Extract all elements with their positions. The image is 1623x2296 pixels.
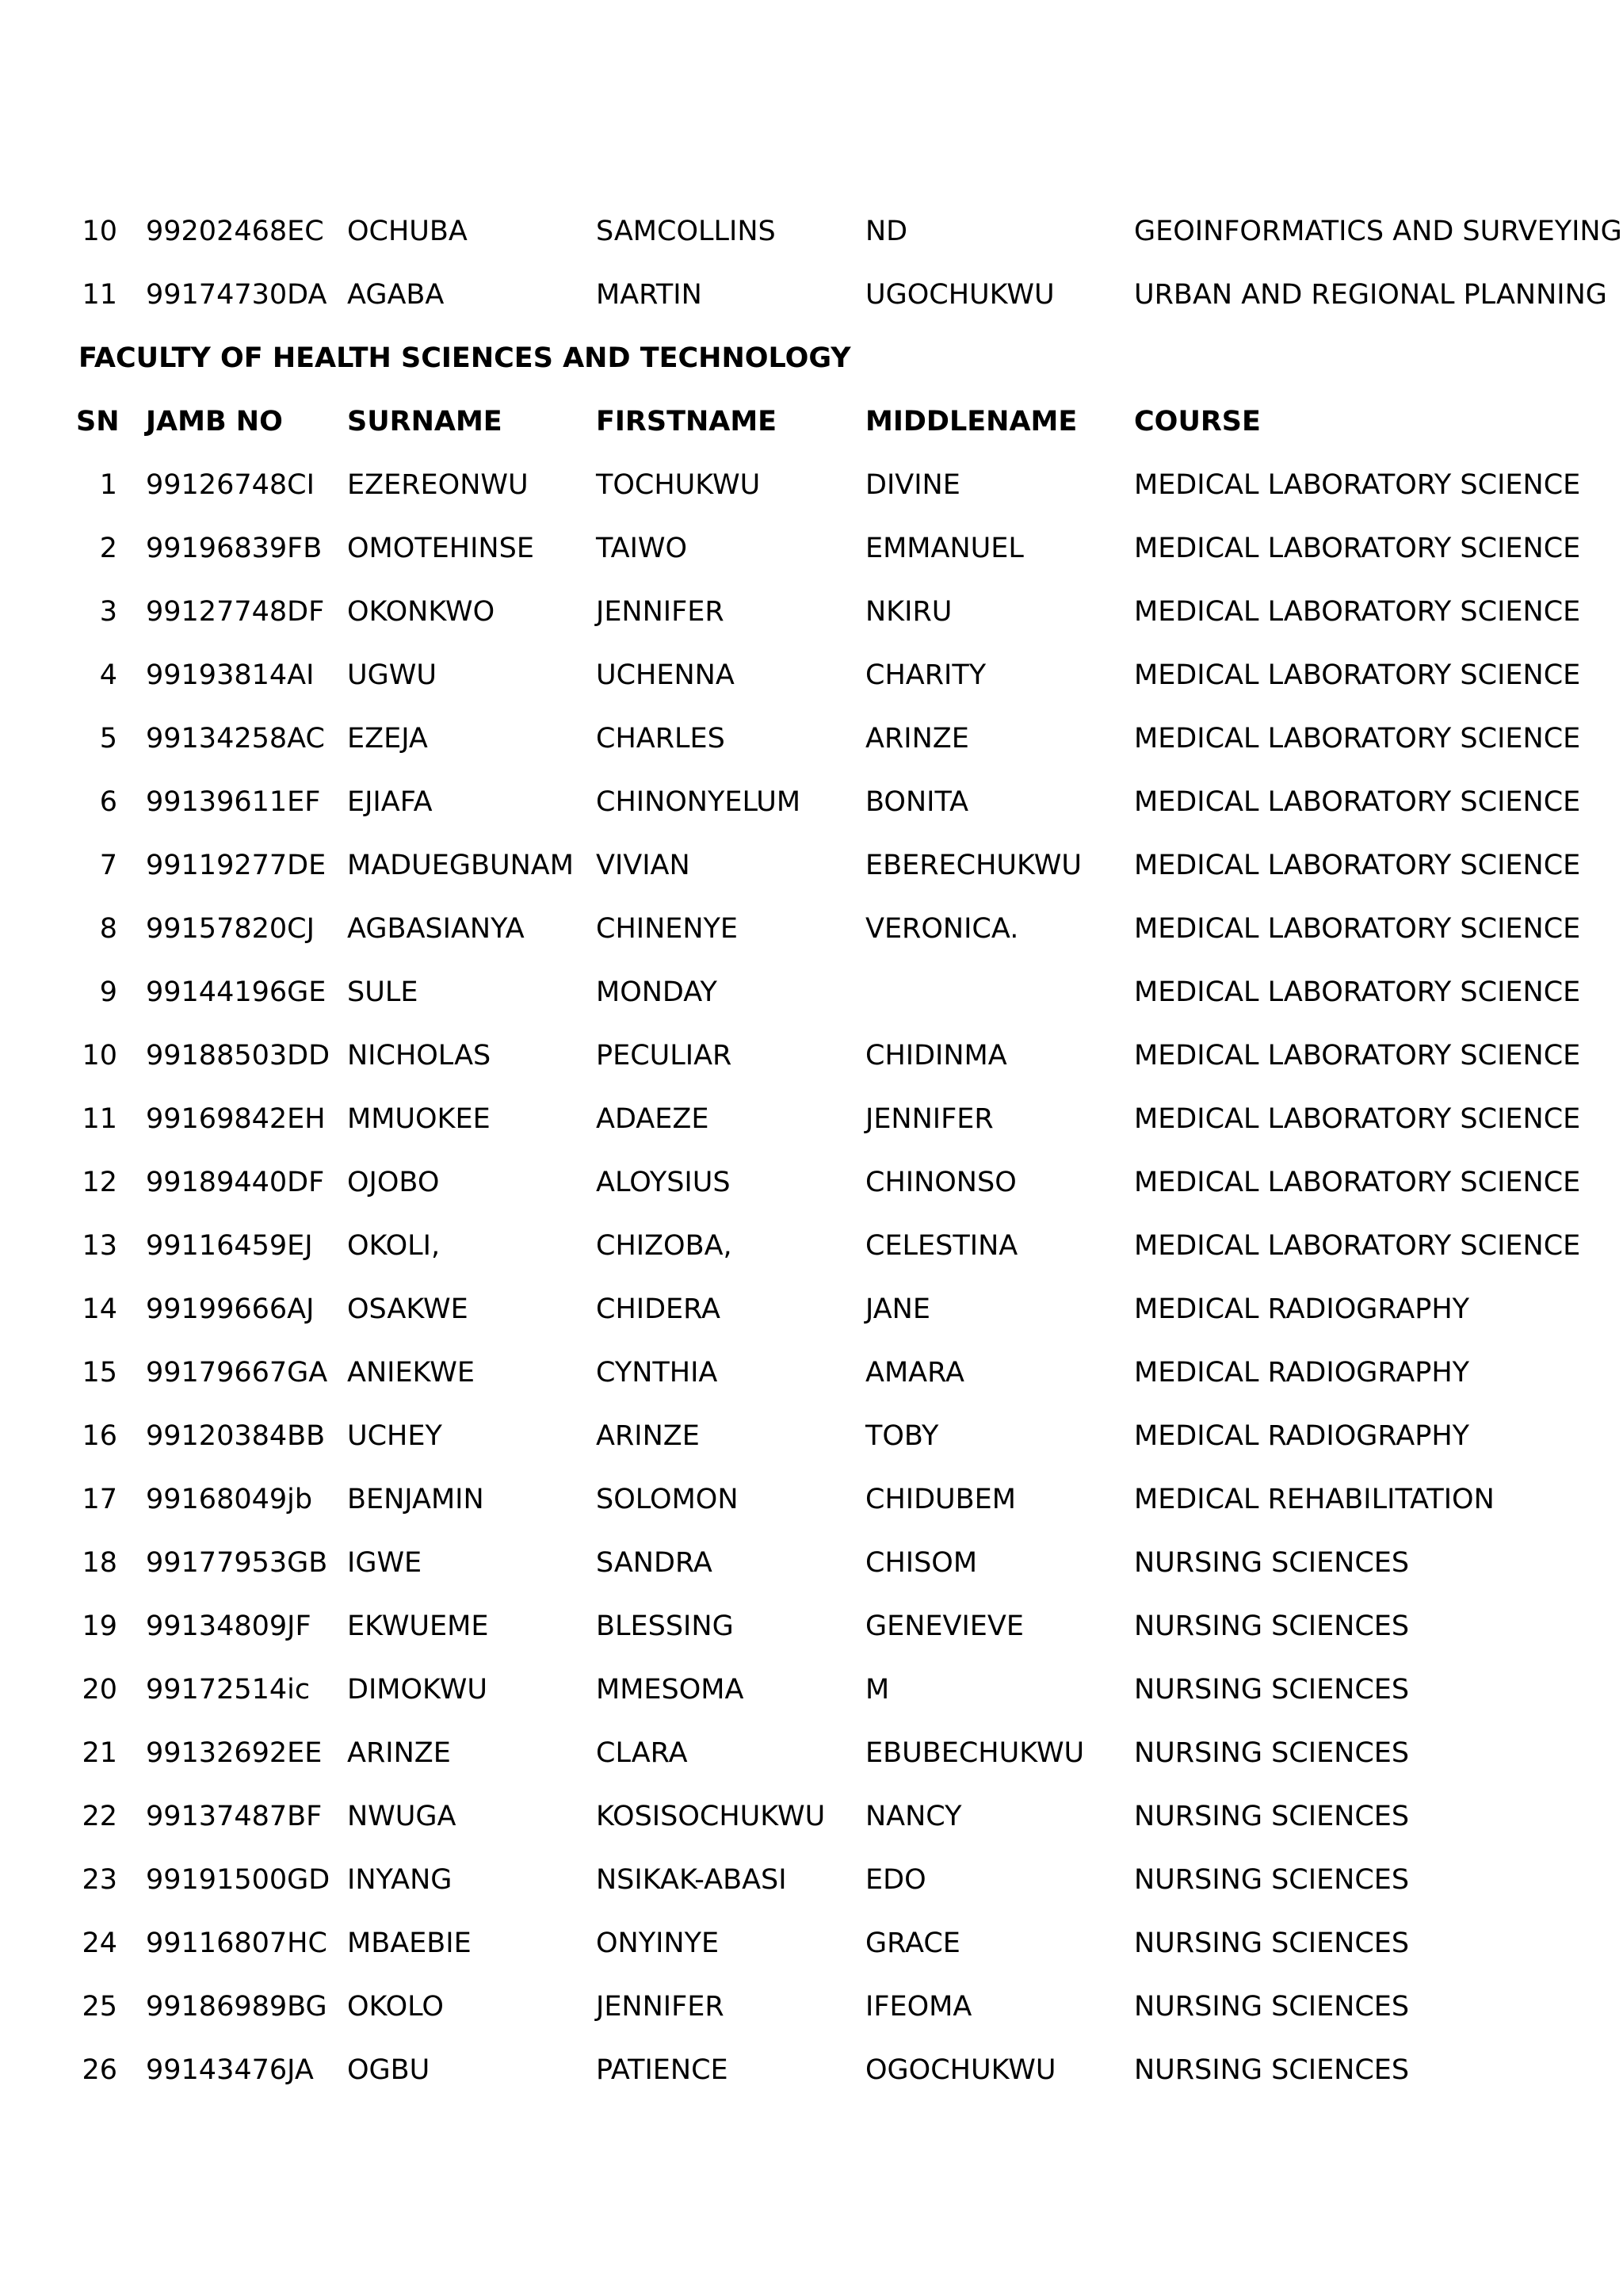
- sn-cell: 23: [82, 1864, 117, 1896]
- table-row: [0, 834, 1623, 897]
- surname-cell: AGBASIANYA: [347, 913, 525, 945]
- jamb-cell: 99137487BF: [146, 1801, 323, 1832]
- surname-cell: EZEREONWU: [347, 469, 529, 501]
- firstname-cell: SAMCOLLINS: [596, 216, 776, 247]
- sn-cell: 10: [82, 216, 117, 247]
- sn-cell: 4: [99, 659, 117, 691]
- course-cell: MEDICAL LABORATORY SCIENCE: [1134, 723, 1581, 755]
- course-cell: MEDICAL LABORATORY SCIENCE: [1134, 1040, 1581, 1072]
- table-row: [0, 1912, 1623, 1975]
- table-row: [0, 1595, 1623, 1658]
- course-cell: MEDICAL LABORATORY SCIENCE: [1134, 1103, 1581, 1135]
- middlename-cell: ARINZE: [865, 723, 969, 755]
- course-cell: MEDICAL RADIOGRAPHY: [1134, 1357, 1470, 1389]
- surname-cell: OKONKWO: [347, 596, 495, 628]
- jamb-cell: 99126748CI: [146, 469, 315, 501]
- table-row: [0, 897, 1623, 961]
- middlename-cell: CELESTINA: [865, 1230, 1018, 1262]
- sn-cell: 2: [99, 533, 117, 564]
- middlename-cell: EDO: [865, 1864, 926, 1896]
- table-row: [0, 1404, 1623, 1468]
- table-header-row: [0, 390, 1623, 453]
- sn-cell: 7: [99, 850, 117, 881]
- middlename-cell: EBERECHUKWU: [865, 850, 1082, 881]
- table-row: [0, 1214, 1623, 1278]
- table-row: [0, 1975, 1623, 2038]
- jamb-cell: 99196839FB: [146, 533, 323, 564]
- middlename-cell: CHINONSO: [865, 1167, 1017, 1198]
- jamb-cell: 99134809JF: [146, 1610, 311, 1642]
- firstname-cell: ONYINYE: [596, 1927, 720, 1959]
- middlename-cell: DIVINE: [865, 469, 960, 501]
- jamb-cell: 99134258AC: [146, 723, 325, 755]
- table-row: [0, 263, 1623, 327]
- course-cell: NURSING SCIENCES: [1134, 1737, 1410, 1769]
- surname-cell: ANIEKWE: [347, 1357, 475, 1389]
- firstname-cell: UCHENNA: [596, 659, 735, 691]
- jamb-cell: 99139611EF: [146, 786, 321, 818]
- firstname-cell: ARINZE: [596, 1420, 700, 1452]
- table-row: [0, 1848, 1623, 1912]
- sn-cell: 13: [82, 1230, 117, 1262]
- table-row: [0, 1658, 1623, 1721]
- table-row: [0, 517, 1623, 580]
- header-firstname: FIRSTNAME: [596, 406, 777, 437]
- middlename-cell: CHIDUBEM: [865, 1484, 1016, 1515]
- middlename-cell: UGOCHUKWU: [865, 279, 1055, 311]
- middlename-cell: ND: [865, 216, 908, 247]
- sn-cell: 14: [82, 1293, 117, 1325]
- jamb-cell: 99132692EE: [146, 1737, 323, 1769]
- firstname-cell: BLESSING: [596, 1610, 734, 1642]
- jamb-cell: 99189440DF: [146, 1167, 325, 1198]
- firstname-cell: PATIENCE: [596, 2054, 728, 2086]
- course-cell: NURSING SCIENCES: [1134, 1547, 1410, 1579]
- sn-cell: 12: [82, 1167, 117, 1198]
- header-sn: SN: [76, 406, 120, 437]
- middlename-cell: IFEOMA: [865, 1991, 972, 2023]
- course-cell: MEDICAL RADIOGRAPHY: [1134, 1420, 1470, 1452]
- sn-cell: 25: [82, 1991, 117, 2023]
- course-cell: MEDICAL LABORATORY SCIENCE: [1134, 786, 1581, 818]
- sn-cell: 11: [82, 279, 117, 311]
- surname-cell: OKOLO: [347, 1991, 444, 2023]
- sn-cell: 24: [82, 1927, 117, 1959]
- course-cell: MEDICAL LABORATORY SCIENCE: [1134, 850, 1581, 881]
- sn-cell: 3: [99, 596, 117, 628]
- course-cell: MEDICAL LABORATORY SCIENCE: [1134, 533, 1581, 564]
- sn-cell: 8: [99, 913, 117, 945]
- firstname-cell: VIVIAN: [596, 850, 690, 881]
- surname-cell: DIMOKWU: [347, 1674, 487, 1706]
- course-cell: NURSING SCIENCES: [1134, 1610, 1410, 1642]
- firstname-cell: TOCHUKWU: [596, 469, 761, 501]
- middlename-cell: TOBY: [865, 1420, 939, 1452]
- middlename-cell: CHIDINMA: [865, 1040, 1007, 1072]
- table-row: [0, 770, 1623, 834]
- jamb-cell: 99120384BB: [146, 1420, 326, 1452]
- middlename-cell: VERONICA.: [865, 913, 1019, 945]
- surname-cell: OSAKWE: [347, 1293, 468, 1325]
- sn-cell: 20: [82, 1674, 117, 1706]
- firstname-cell: CHIDERA: [596, 1293, 720, 1325]
- firstname-cell: CHINONYELUM: [596, 786, 801, 818]
- jamb-cell: 99119277DE: [146, 850, 327, 881]
- surname-cell: OCHUBA: [347, 216, 468, 247]
- sn-cell: 17: [82, 1484, 117, 1515]
- jamb-cell: 99116459EJ: [146, 1230, 313, 1262]
- course-cell: NURSING SCIENCES: [1134, 1801, 1410, 1832]
- header-course: COURSE: [1134, 406, 1261, 437]
- course-cell: MEDICAL LABORATORY SCIENCE: [1134, 659, 1581, 691]
- firstname-cell: CLARA: [596, 1737, 688, 1769]
- middlename-cell: NANCY: [865, 1801, 962, 1832]
- firstname-cell: MONDAY: [596, 976, 717, 1008]
- sn-cell: 16: [82, 1420, 117, 1452]
- sn-cell: 6: [99, 786, 117, 818]
- jamb-cell: 99188503DD: [146, 1040, 330, 1072]
- firstname-cell: SANDRA: [596, 1547, 712, 1579]
- course-cell: GEOINFORMATICS AND SURVEYING: [1134, 216, 1622, 247]
- surname-cell: SULE: [347, 976, 418, 1008]
- jamb-cell: 99172514ic: [146, 1674, 311, 1706]
- surname-cell: INYANG: [347, 1864, 453, 1896]
- firstname-cell: KOSISOCHUKWU: [596, 1801, 826, 1832]
- firstname-cell: CHIZOBA,: [596, 1230, 732, 1262]
- table-row: [0, 200, 1623, 263]
- jamb-cell: 99127748DF: [146, 596, 325, 628]
- sn-cell: 21: [82, 1737, 117, 1769]
- jamb-cell: 99199666AJ: [146, 1293, 315, 1325]
- firstname-cell: CHARLES: [596, 723, 725, 755]
- surname-cell: IGWE: [347, 1547, 422, 1579]
- jamb-cell: 99177953GB: [146, 1547, 328, 1579]
- table-row: [0, 961, 1623, 1024]
- jamb-cell: 99202468EC: [146, 216, 324, 247]
- table-row: [0, 1468, 1623, 1531]
- surname-cell: OJOBO: [347, 1167, 440, 1198]
- firstname-cell: CHINENYE: [596, 913, 739, 945]
- middlename-cell: AMARA: [865, 1357, 964, 1389]
- surname-cell: NWUGA: [347, 1801, 456, 1832]
- surname-cell: EZEJA: [347, 723, 428, 755]
- surname-cell: NICHOLAS: [347, 1040, 491, 1072]
- surname-cell: OMOTEHINSE: [347, 533, 534, 564]
- middlename-cell: OGOCHUKWU: [865, 2054, 1056, 2086]
- course-cell: MEDICAL LABORATORY SCIENCE: [1134, 596, 1581, 628]
- middlename-cell: EBUBECHUKWU: [865, 1737, 1085, 1769]
- middlename-cell: JENNIFER: [865, 1103, 994, 1135]
- header-middlename: MIDDLENAME: [865, 406, 1078, 437]
- course-cell: NURSING SCIENCES: [1134, 1927, 1410, 1959]
- firstname-cell: JENNIFER: [596, 1991, 724, 2023]
- table-row: [0, 1341, 1623, 1404]
- surname-cell: UCHEY: [347, 1420, 442, 1452]
- sn-cell: 5: [99, 723, 117, 755]
- middlename-cell: M: [865, 1674, 890, 1706]
- middlename-cell: BONITA: [865, 786, 969, 818]
- sn-cell: 26: [82, 2054, 117, 2086]
- surname-cell: ARINZE: [347, 1737, 451, 1769]
- jamb-cell: 99116807HC: [146, 1927, 327, 1959]
- firstname-cell: CYNTHIA: [596, 1357, 718, 1389]
- firstname-cell: NSIKAK-ABASI: [596, 1864, 787, 1896]
- table-row: [0, 1785, 1623, 1848]
- sn-cell: 1: [99, 469, 117, 501]
- jamb-cell: 99157820CJ: [146, 913, 315, 945]
- table-row: [0, 580, 1623, 644]
- middlename-cell: NKIRU: [865, 596, 953, 628]
- firstname-cell: MARTIN: [596, 279, 702, 311]
- course-cell: NURSING SCIENCES: [1134, 1864, 1410, 1896]
- surname-cell: BENJAMIN: [347, 1484, 484, 1515]
- jamb-cell: 99191500GD: [146, 1864, 330, 1896]
- surname-cell: EKWUEME: [347, 1610, 489, 1642]
- middlename-cell: GRACE: [865, 1927, 960, 1959]
- table-row: [0, 1024, 1623, 1087]
- faculty-heading: FACULTY OF HEALTH SCIENCES AND TECHNOLOGY: [78, 342, 851, 374]
- sn-cell: 10: [82, 1040, 117, 1072]
- table-row: [0, 453, 1623, 517]
- surname-cell: MBAEBIE: [347, 1927, 472, 1959]
- jamb-cell: 99179667GA: [146, 1357, 328, 1389]
- middlename-cell: CHISOM: [865, 1547, 978, 1579]
- course-cell: MEDICAL LABORATORY SCIENCE: [1134, 469, 1581, 501]
- table-row: [0, 1721, 1623, 1785]
- surname-cell: MADUEGBUNAM: [347, 850, 574, 881]
- jamb-cell: 99186989BG: [146, 1991, 327, 2023]
- surname-cell: MMUOKEE: [347, 1103, 491, 1135]
- course-cell: NURSING SCIENCES: [1134, 1674, 1410, 1706]
- middlename-cell: JANE: [865, 1293, 930, 1325]
- course-cell: URBAN AND REGIONAL PLANNING: [1134, 279, 1607, 311]
- middlename-cell: CHARITY: [865, 659, 987, 691]
- firstname-cell: JENNIFER: [596, 596, 724, 628]
- table-row: [0, 644, 1623, 707]
- course-cell: MEDICAL LABORATORY SCIENCE: [1134, 1230, 1581, 1262]
- jamb-cell: 99168049jb: [146, 1484, 313, 1515]
- sn-cell: 22: [82, 1801, 117, 1832]
- table-row: [0, 1151, 1623, 1214]
- jamb-cell: 99193814AI: [146, 659, 315, 691]
- sn-cell: 9: [99, 976, 117, 1008]
- surname-cell: EJIAFA: [347, 786, 433, 818]
- surname-cell: OGBU: [347, 2054, 430, 2086]
- table-row: [0, 1087, 1623, 1151]
- course-cell: MEDICAL LABORATORY SCIENCE: [1134, 976, 1581, 1008]
- table-row: [0, 1531, 1623, 1595]
- firstname-cell: SOLOMON: [596, 1484, 739, 1515]
- surname-cell: OKOLI,: [347, 1230, 441, 1262]
- table-row: [0, 707, 1623, 770]
- table-row: [0, 2038, 1623, 2102]
- middlename-cell: EMMANUEL: [865, 533, 1024, 564]
- header-jamb-no: JAMB NO: [146, 406, 283, 437]
- jamb-cell: 99143476JA: [146, 2054, 314, 2086]
- firstname-cell: MMESOMA: [596, 1674, 744, 1706]
- firstname-cell: PECULIAR: [596, 1040, 732, 1072]
- sn-cell: 19: [82, 1610, 117, 1642]
- course-cell: NURSING SCIENCES: [1134, 1991, 1410, 2023]
- firstname-cell: ADAEZE: [596, 1103, 709, 1135]
- header-surname: SURNAME: [347, 406, 502, 437]
- sn-cell: 18: [82, 1547, 117, 1579]
- surname-cell: AGABA: [347, 279, 445, 311]
- course-cell: MEDICAL RADIOGRAPHY: [1134, 1293, 1470, 1325]
- course-cell: MEDICAL LABORATORY SCIENCE: [1134, 913, 1581, 945]
- course-cell: NURSING SCIENCES: [1134, 2054, 1410, 2086]
- sn-cell: 11: [82, 1103, 117, 1135]
- surname-cell: UGWU: [347, 659, 437, 691]
- jamb-cell: 99144196GE: [146, 976, 327, 1008]
- course-cell: MEDICAL LABORATORY SCIENCE: [1134, 1167, 1581, 1198]
- sn-cell: 15: [82, 1357, 117, 1389]
- middlename-cell: GENEVIEVE: [865, 1610, 1024, 1642]
- jamb-cell: 99174730DA: [146, 279, 327, 311]
- firstname-cell: TAIWO: [596, 533, 688, 564]
- jamb-cell: 99169842EH: [146, 1103, 326, 1135]
- table-row: [0, 1278, 1623, 1341]
- firstname-cell: ALOYSIUS: [596, 1167, 731, 1198]
- course-cell: MEDICAL REHABILITATION: [1134, 1484, 1495, 1515]
